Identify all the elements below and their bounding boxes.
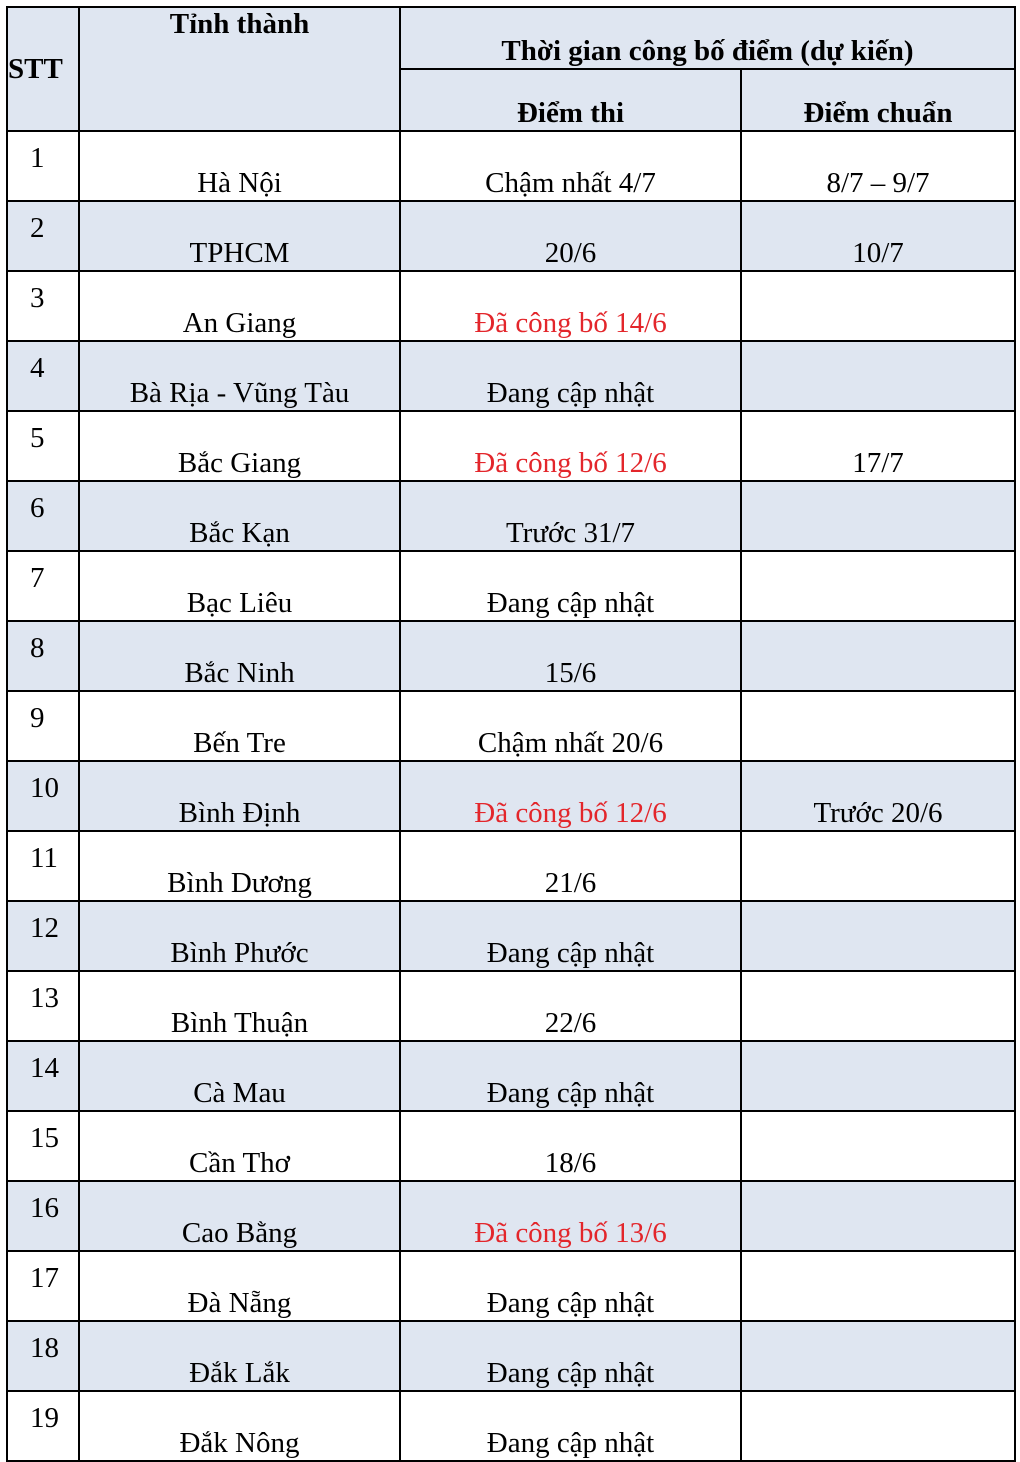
benchmark-time-cell: 10/7 bbox=[741, 201, 1015, 271]
stt-cell: 13 bbox=[7, 971, 79, 1041]
benchmark-time-cell: Trước 20/6 bbox=[741, 761, 1015, 831]
score-time-cell: 15/6 bbox=[400, 621, 741, 691]
score-time-cell: 18/6 bbox=[400, 1111, 741, 1181]
score-time-cell: Đã công bố 13/6 bbox=[400, 1181, 741, 1251]
benchmark-time-cell: 8/7 – 9/7 bbox=[741, 131, 1015, 201]
stt-cell: 4 bbox=[7, 341, 79, 411]
stt-cell: 14 bbox=[7, 1041, 79, 1111]
score-time-cell: 20/6 bbox=[400, 201, 741, 271]
benchmark-time-cell bbox=[741, 901, 1015, 971]
table-row bbox=[7, 831, 1015, 901]
stt-header: STT bbox=[7, 7, 79, 131]
stt-cell: 3 bbox=[7, 271, 79, 341]
province-cell: Đắk Lắk bbox=[79, 1321, 400, 1391]
stt-cell: 9 bbox=[7, 691, 79, 761]
province-cell: Bình Dương bbox=[79, 831, 400, 901]
score-time-cell: Đã công bố 14/6 bbox=[400, 271, 741, 341]
table-row bbox=[7, 1321, 1015, 1391]
score-time-cell: Đang cập nhật bbox=[400, 1391, 741, 1461]
province-cell: Đắk Nông bbox=[79, 1391, 400, 1461]
score-time-cell: Chậm nhất 20/6 bbox=[400, 691, 741, 761]
table-row bbox=[7, 271, 1015, 341]
stt-cell: 15 bbox=[7, 1111, 79, 1181]
benchmark-time-cell bbox=[741, 971, 1015, 1041]
announce-time-header: Thời gian công bố điểm (dự kiến) bbox=[400, 7, 1015, 69]
table-row bbox=[7, 1111, 1015, 1181]
stt-cell: 7 bbox=[7, 551, 79, 621]
score-time-cell: Đã công bố 12/6 bbox=[400, 761, 741, 831]
province-header: Tỉnh thành bbox=[79, 7, 400, 131]
province-cell: Bình Thuận bbox=[79, 971, 400, 1041]
benchmark-time-cell bbox=[741, 1251, 1015, 1321]
province-cell: Bắc Ninh bbox=[79, 621, 400, 691]
score-time-cell: Đang cập nhật bbox=[400, 1041, 741, 1111]
score-time-cell: Đang cập nhật bbox=[400, 901, 741, 971]
benchmark-time-cell bbox=[741, 271, 1015, 341]
score-schedule-table bbox=[6, 6, 1016, 1462]
stt-cell: 12 bbox=[7, 901, 79, 971]
stt-cell: 5 bbox=[7, 411, 79, 481]
stt-cell: 18 bbox=[7, 1321, 79, 1391]
benchmark-time-cell bbox=[741, 1041, 1015, 1111]
province-cell: Bến Tre bbox=[79, 691, 400, 761]
province-cell: Bà Rịa - Vũng Tàu bbox=[79, 341, 400, 411]
benchmark-time-cell bbox=[741, 1181, 1015, 1251]
province-cell: Bình Phước bbox=[79, 901, 400, 971]
score-header: Điểm thi bbox=[400, 69, 741, 131]
benchmark-time-cell bbox=[741, 551, 1015, 621]
province-cell: Cao Bằng bbox=[79, 1181, 400, 1251]
table-row bbox=[7, 131, 1015, 201]
stt-cell: 11 bbox=[7, 831, 79, 901]
benchmark-time-cell bbox=[741, 621, 1015, 691]
table-row bbox=[7, 201, 1015, 271]
benchmark-time-cell: 17/7 bbox=[741, 411, 1015, 481]
table-row bbox=[7, 691, 1015, 761]
table-row bbox=[7, 551, 1015, 621]
stt-cell: 16 bbox=[7, 1181, 79, 1251]
table-row bbox=[7, 1181, 1015, 1251]
benchmark-time-cell bbox=[741, 1321, 1015, 1391]
stt-cell: 10 bbox=[7, 761, 79, 831]
province-cell: Đà Nẵng bbox=[79, 1251, 400, 1321]
table-row bbox=[7, 971, 1015, 1041]
table-row bbox=[7, 1041, 1015, 1111]
table-row bbox=[7, 1391, 1015, 1461]
benchmark-header: Điểm chuẩn bbox=[741, 69, 1015, 131]
table-row bbox=[7, 621, 1015, 691]
score-time-cell: 21/6 bbox=[400, 831, 741, 901]
province-cell: Bình Định bbox=[79, 761, 400, 831]
province-cell: Bắc Kạn bbox=[79, 481, 400, 551]
table-row bbox=[7, 1251, 1015, 1321]
benchmark-time-cell bbox=[741, 691, 1015, 761]
score-time-cell: Đang cập nhật bbox=[400, 551, 741, 621]
score-time-cell: Đang cập nhật bbox=[400, 341, 741, 411]
province-cell: Cà Mau bbox=[79, 1041, 400, 1111]
score-time-cell: Đã công bố 12/6 bbox=[400, 411, 741, 481]
province-cell: Hà Nội bbox=[79, 131, 400, 201]
stt-cell: 8 bbox=[7, 621, 79, 691]
province-cell: Cần Thơ bbox=[79, 1111, 400, 1181]
table-body bbox=[7, 131, 1015, 1461]
province-cell: Bắc Giang bbox=[79, 411, 400, 481]
stt-cell: 19 bbox=[7, 1391, 79, 1461]
province-cell: TPHCM bbox=[79, 201, 400, 271]
benchmark-time-cell bbox=[741, 1111, 1015, 1181]
stt-cell: 2 bbox=[7, 201, 79, 271]
province-cell: An Giang bbox=[79, 271, 400, 341]
score-time-cell: Đang cập nhật bbox=[400, 1321, 741, 1391]
table-row bbox=[7, 341, 1015, 411]
stt-cell: 17 bbox=[7, 1251, 79, 1321]
benchmark-time-cell bbox=[741, 341, 1015, 411]
stt-cell: 1 bbox=[7, 131, 79, 201]
score-time-cell: Trước 31/7 bbox=[400, 481, 741, 551]
table-row bbox=[7, 411, 1015, 481]
table-row bbox=[7, 761, 1015, 831]
benchmark-time-cell bbox=[741, 1391, 1015, 1461]
province-cell: Bạc Liêu bbox=[79, 551, 400, 621]
benchmark-time-cell bbox=[741, 831, 1015, 901]
score-time-cell: Đang cập nhật bbox=[400, 1251, 741, 1321]
score-time-cell: 22/6 bbox=[400, 971, 741, 1041]
score-time-cell: Chậm nhất 4/7 bbox=[400, 131, 741, 201]
table-row bbox=[7, 901, 1015, 971]
header-row-1 bbox=[7, 7, 1015, 69]
table-row bbox=[7, 481, 1015, 551]
benchmark-time-cell bbox=[741, 481, 1015, 551]
stt-cell: 6 bbox=[7, 481, 79, 551]
